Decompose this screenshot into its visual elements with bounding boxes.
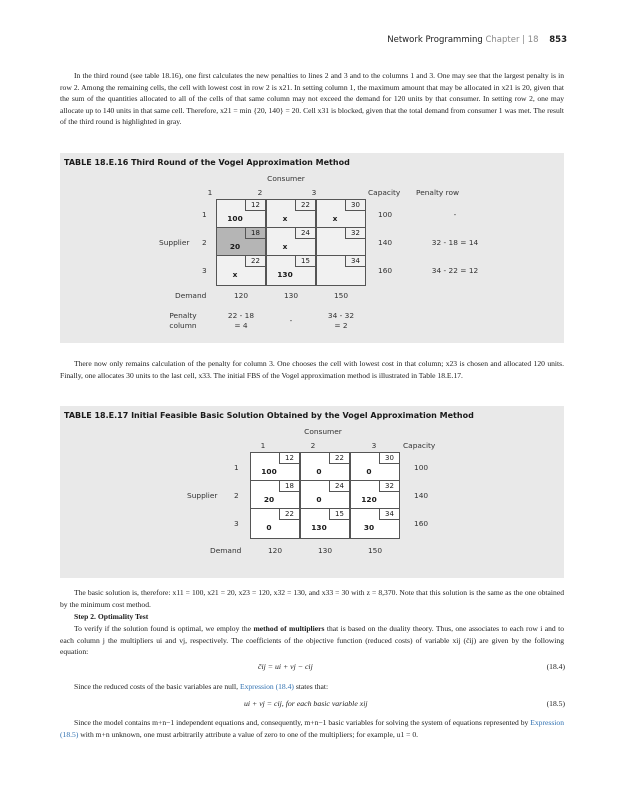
paragraph-reduced-costs bbox=[60, 681, 564, 693]
row-head: 3 bbox=[202, 266, 207, 275]
cell-3-3 bbox=[316, 255, 366, 286]
consumer-label: Consumer bbox=[267, 174, 305, 183]
column-head: 2 bbox=[257, 188, 263, 197]
equation-number: (18.5) bbox=[546, 699, 565, 708]
cost: 34 bbox=[345, 256, 365, 267]
row-head: 1 bbox=[234, 463, 239, 472]
running-header bbox=[387, 35, 567, 45]
penalty-column-value: = 4 bbox=[234, 321, 248, 330]
table-18-e-16 bbox=[60, 153, 564, 343]
cost: 24 bbox=[295, 228, 315, 239]
allocation: x bbox=[232, 270, 238, 279]
cell-3-1 bbox=[250, 508, 300, 539]
consumer-label: Consumer bbox=[304, 427, 342, 436]
capacity-value: 140 bbox=[414, 491, 429, 500]
method-of-multipliers: method of multipliers bbox=[253, 624, 325, 633]
header-title: Network Programming bbox=[387, 35, 483, 45]
capacity-head: Capacity bbox=[403, 441, 436, 450]
page-number: 853 bbox=[549, 35, 567, 45]
paragraph-basic-solution: The basic solution is, therefore: x11 = 100, x21 = 20, x23 = 120, x32 = 130, and x33 = 30 with z = 8,370. Note that this solution is the same as the one obtained by the minimum cost method. bbox=[60, 588, 564, 609]
allocation: 130 bbox=[277, 270, 293, 279]
text: with m+n unknown, one must arbitrarily attribute a value of zero to one of the multipliers; for example, u1 = 0. bbox=[78, 729, 419, 739]
cell-1-3 bbox=[350, 452, 400, 483]
paragraph-independent-equations bbox=[60, 717, 564, 740]
cost: 22 bbox=[295, 200, 315, 211]
allocation: 20 bbox=[229, 242, 241, 251]
allocation: 20 bbox=[263, 495, 275, 504]
cost: 30 bbox=[379, 453, 399, 464]
penalty-column-value: 34 - 32 bbox=[327, 311, 355, 320]
cost: 22 bbox=[329, 453, 349, 464]
capacity-value: 160 bbox=[378, 266, 393, 275]
cost: 30 bbox=[345, 200, 365, 211]
row-head: 2 bbox=[202, 238, 207, 247]
cost: 34 bbox=[379, 509, 399, 520]
table-17-caption: TABLE 18.E.17 Initial Feasible Basic Solution Obtained by the Vogel Approximation Method bbox=[64, 411, 474, 420]
allocation: 0 bbox=[366, 467, 372, 476]
column-head: 1 bbox=[260, 441, 266, 450]
cost: 32 bbox=[345, 228, 365, 239]
capacity-value: 140 bbox=[378, 238, 393, 247]
table-16-caption: TABLE 18.E.16 Third Round of the Vogel Approximation Method bbox=[64, 158, 350, 167]
penalty-column-label: column bbox=[169, 321, 197, 330]
cost: 15 bbox=[295, 256, 315, 267]
step-2-heading: Step 2. Optimality Test bbox=[74, 612, 149, 621]
header-chapter: Chapter bbox=[485, 35, 520, 45]
row-head: 3 bbox=[234, 519, 239, 528]
column-head: 2 bbox=[310, 441, 316, 450]
allocation: x bbox=[282, 214, 288, 223]
column-head: 1 bbox=[207, 188, 213, 197]
paragraph-third-round: In the third round (see table 18.16), one first calculates the new penalties to lines 2 and 3 and to the columns 1 and 3. One may see that the largest penalty is in row 2. Among the remaining cells, the cell with lowest cost in row 2 is x21. In setting column 1, the maximum amount that may be allocated in x21 is 20, given that the sum of the quantities allocated to all of the cells of that same column may not exceed the demand for 120 units by that consumer. In setting row 2, one may allocate up to 140 units in that same cell. Therefore, x21 = min {20, 140} = 20. Cell x31 is blocked, given that the total demand from consumer 1 was met. The result of the third round is highlighted in gray. bbox=[60, 71, 564, 127]
penalty-column-value: 22 - 18 bbox=[227, 311, 255, 320]
cell-3-2 bbox=[266, 255, 316, 286]
allocation: 100 bbox=[261, 467, 277, 476]
cost: 24 bbox=[329, 481, 349, 492]
cell-2-3 bbox=[350, 480, 400, 511]
paragraph-final-allocation: There now only remains calculation of the penalty for column 3. One chooses the cell with lowest cost in that column; x23 is chosen and allocated 120 units. Finally, one allocates 30 units to the last cell, x33. The initial FBS of the Vogel approximation method is illustrated in Table 18.E.17. bbox=[60, 359, 564, 380]
header-separator: | bbox=[522, 35, 526, 45]
capacity-head: Capacity bbox=[368, 188, 401, 197]
text: Since the reduced costs of the basic variables are null, bbox=[74, 682, 240, 691]
equation-18-5: ui + vj = cij, for each basic variable xij bbox=[244, 699, 368, 708]
cell-1-1 bbox=[250, 452, 300, 483]
expression-18-4-link[interactable]: Expression (18.4) bbox=[239, 682, 294, 691]
expression-18-5-link[interactable]: Expression (18.5) bbox=[60, 718, 564, 739]
penalty-row-value: 32 - 18 = 14 bbox=[431, 238, 479, 247]
text: To verify if the solution found is optimal, we employ the bbox=[74, 624, 254, 633]
allocation: x bbox=[282, 242, 288, 251]
demand-value: 130 bbox=[317, 546, 333, 555]
allocation: 0 bbox=[316, 495, 322, 504]
row-head: 1 bbox=[202, 210, 207, 219]
cell-2-3 bbox=[316, 227, 366, 258]
demand-value: 120 bbox=[267, 546, 283, 555]
demand-value: 150 bbox=[367, 546, 383, 555]
paragraph-multipliers bbox=[60, 623, 564, 658]
allocation: 130 bbox=[311, 523, 327, 532]
cell-1-1 bbox=[216, 199, 266, 230]
demand-value: 150 bbox=[333, 291, 349, 300]
demand-label: Demand bbox=[210, 546, 242, 555]
penalty-column-value: = 2 bbox=[334, 321, 348, 330]
cost: 12 bbox=[279, 453, 299, 464]
text: Since the model contains m+n−1 independent equations and, consequently, m+n−1 basic variables for solving the system of equations represented by bbox=[74, 718, 531, 727]
cost: 22 bbox=[279, 509, 299, 520]
cell-2-1 bbox=[250, 480, 300, 511]
table-18-e-17 bbox=[60, 406, 564, 578]
equation-18-4: c̄ij = ui + vj − cij bbox=[258, 662, 313, 671]
column-head: 3 bbox=[371, 441, 377, 450]
text: states that: bbox=[293, 682, 329, 691]
cell-1-2 bbox=[266, 199, 316, 230]
cell-1-2 bbox=[300, 452, 350, 483]
penalty-row-value: - bbox=[453, 210, 457, 219]
allocation: 30 bbox=[363, 523, 375, 532]
cost: 15 bbox=[329, 509, 349, 520]
cost: 18 bbox=[245, 228, 265, 239]
allocation: 120 bbox=[361, 495, 377, 504]
allocation: 0 bbox=[266, 523, 272, 532]
cost: 22 bbox=[245, 256, 265, 267]
capacity-value: 160 bbox=[414, 519, 429, 528]
cell-3-3 bbox=[350, 508, 400, 539]
demand-value: 120 bbox=[233, 291, 249, 300]
cell-3-2 bbox=[300, 508, 350, 539]
equation-number: (18.4) bbox=[546, 662, 565, 671]
cell-2-1 bbox=[216, 227, 266, 258]
header-chapter-number: 18 bbox=[527, 35, 539, 45]
penalty-column-label: Penalty bbox=[169, 311, 197, 320]
demand-label: Demand bbox=[175, 291, 207, 300]
cell-1-3 bbox=[316, 199, 366, 230]
allocation: 100 bbox=[227, 214, 243, 223]
cost: 32 bbox=[379, 481, 399, 492]
cell-2-2 bbox=[300, 480, 350, 511]
cost: 18 bbox=[279, 481, 299, 492]
capacity-value: 100 bbox=[378, 210, 393, 219]
cell-3-1 bbox=[216, 255, 266, 286]
capacity-value: 100 bbox=[414, 463, 429, 472]
text: that is based on the duality theory. Thus, one associates to each row i and to each column j the multipliers ui and vj, respectively. The coefficients of the objective function (reduced costs) of variable xij (c̄ij) are given by the following equation: bbox=[60, 624, 564, 657]
cost: 12 bbox=[245, 200, 265, 211]
penalty-column-value: - bbox=[289, 316, 293, 325]
row-head: 2 bbox=[234, 491, 239, 500]
cell-2-2 bbox=[266, 227, 316, 258]
column-head: 3 bbox=[311, 188, 317, 197]
allocation: 0 bbox=[316, 467, 322, 476]
demand-value: 130 bbox=[283, 291, 299, 300]
penalty-row-head: Penalty row bbox=[416, 188, 460, 197]
supplier-label: Supplier bbox=[159, 238, 190, 247]
allocation: x bbox=[332, 214, 338, 223]
penalty-row-value: 34 - 22 = 12 bbox=[431, 266, 479, 275]
supplier-label: Supplier bbox=[187, 491, 218, 500]
